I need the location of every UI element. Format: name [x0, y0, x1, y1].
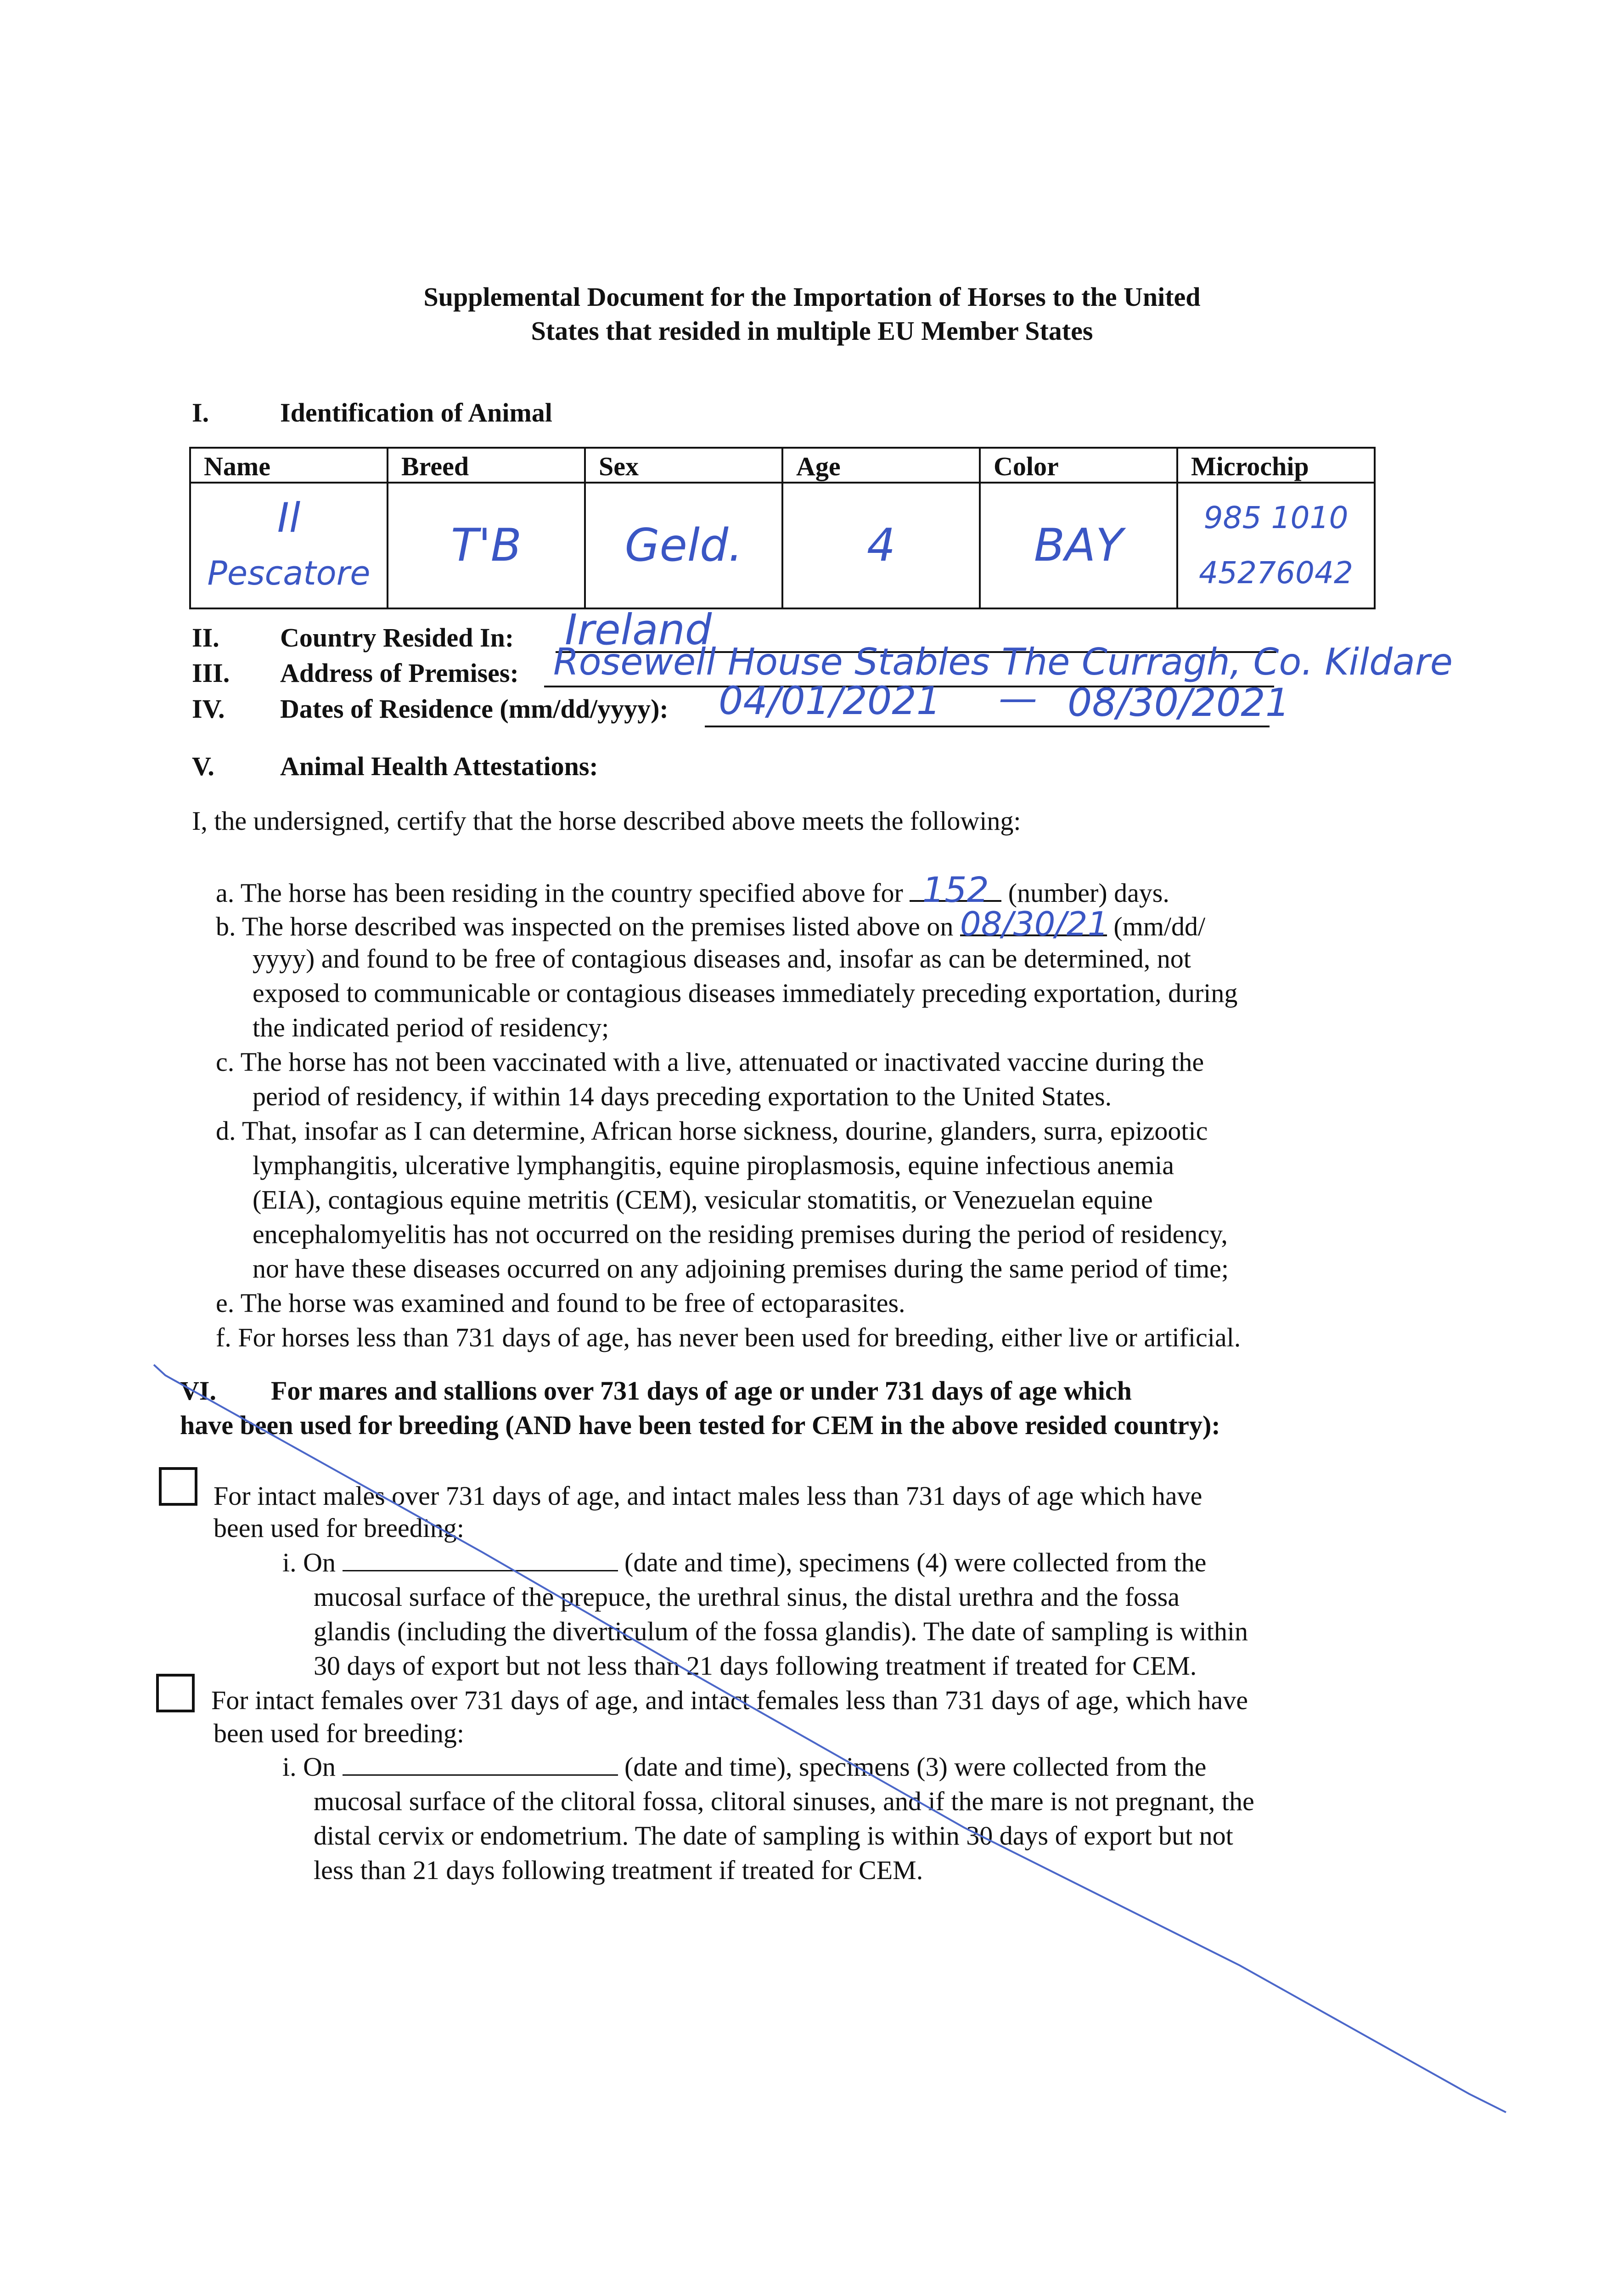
section-1-label: Identification of Animal	[280, 398, 552, 428]
males-on-text: i. On	[282, 1548, 336, 1577]
section-6-line-1: For mares and stallions over 731 days of age or under 731 days of age which	[271, 1376, 1132, 1406]
strike-through-path	[154, 1365, 1506, 2112]
females-sub-i-line-4: less than 21 days following treatment if treated for CEM.	[314, 1855, 923, 1885]
item-b-suffix: (mm/dd/	[1113, 912, 1206, 941]
country-value: Ireland	[565, 605, 712, 654]
cell-color[interactable]: BAY	[980, 483, 1177, 608]
item-f: f. For horses less than 731 days of age, has never been used for breeding, either live or artificial.	[216, 1322, 1241, 1352]
certify-statement: I, the undersigned, certify that the horse described above meets the following:	[192, 806, 1021, 836]
section-3-number: III.	[192, 658, 230, 688]
inspection-date-value: 08/30/21	[960, 905, 1109, 943]
header-microchip: Microchip	[1177, 448, 1375, 483]
females-sub-i-line-3: distal cervix or endometrium. The date of sampling is within 30 days of export but not	[314, 1821, 1233, 1851]
item-a-text: a. The horse has been residing in the country specified above for	[216, 878, 903, 908]
item-b-line-4: the indicated period of residency;	[253, 1013, 609, 1042]
name-line-1: Il	[277, 494, 301, 541]
section-4-number: IV.	[192, 694, 225, 724]
section-3-label: Address of Premises:	[280, 658, 519, 688]
section-2-label: Country Resided In:	[280, 623, 514, 653]
header-color: Color	[980, 448, 1177, 483]
item-d-line-2: lymphangitis, ulcerative lymphangitis, equine piroplasmosis, equine infectious anemia	[253, 1150, 1174, 1180]
item-d-line-1: d. That, insofar as I can determine, African horse sickness, dourine, glanders, surra, epizootic	[216, 1116, 1208, 1146]
cell-breed[interactable]: T'B	[388, 483, 585, 608]
item-d-line-5: nor have these diseases occurred on any adjoining premises during the same period of time;	[253, 1254, 1229, 1283]
females-on-text: i. On	[282, 1752, 336, 1782]
females-sub-i-line-2: mucosal surface of the clitoral fossa, clitoral sinuses, and if the mare is not pregnant, the	[314, 1786, 1254, 1816]
section-6-number: VI.	[180, 1376, 216, 1406]
microchip-line-1: 985 1010	[1203, 500, 1349, 535]
header-breed: Breed	[388, 448, 585, 483]
cell-sex[interactable]: Geld.	[585, 483, 782, 608]
females-line-2: been used for breeding:	[214, 1718, 464, 1748]
cell-age[interactable]: 4	[782, 483, 980, 608]
date-from-value: 04/01/2021	[719, 678, 941, 723]
item-a-suffix: (number) days.	[1008, 878, 1169, 908]
item-d-line-3: (EIA), contagious equine metritis (CEM), vesicular stomatitis, or Venezuelan equine	[253, 1185, 1153, 1215]
males-sub-i-text: (date and time), specimens (4) were collected from the	[624, 1548, 1207, 1577]
address-value: Rosewell House Stables The Curragh, Co. Kildare	[553, 641, 1453, 683]
header-sex: Sex	[585, 448, 782, 483]
males-sub-i-line-4: 30 days of export but not less than 21 days following treatment if treated for CEM.	[314, 1651, 1197, 1681]
item-e: e. The horse was examined and found to be free of ectoparasites.	[216, 1288, 905, 1318]
section-2-number: II.	[192, 623, 219, 653]
title-line-2: States that resided in multiple EU Member States	[531, 316, 1093, 346]
item-b-line-3: exposed to communicable or contagious diseases immediately preceding exportation, during	[253, 978, 1238, 1008]
section-5-number: V.	[192, 751, 214, 781]
item-d-line-4: encephalomyelitis has not occurred on the residing premises during the period of residency,	[253, 1219, 1228, 1249]
header-age: Age	[782, 448, 980, 483]
section-5-label: Animal Health Attestations:	[280, 751, 598, 781]
section-1-number: I.	[192, 398, 209, 428]
section-6-line-2: have been used for breeding (AND have been tested for CEM in the above resided country):	[180, 1410, 1220, 1440]
item-c-line-1: c. The horse has not been vaccinated with a live, attenuated or inactivated vaccine during the	[216, 1047, 1204, 1077]
section-4-label: Dates of Residence (mm/dd/yyyy):	[280, 694, 669, 724]
males-sub-i-line-2: mucosal surface of the prepuce, the urethral sinus, the distal urethra and the fossa	[314, 1582, 1180, 1612]
title-line-1: Supplemental Document for the Importation of Horses to the United	[423, 282, 1201, 312]
males-line-2: been used for breeding:	[214, 1513, 464, 1543]
date-dash: —	[999, 675, 1037, 720]
days-value: 152	[922, 869, 989, 910]
name-line-2: Pescatore	[207, 554, 371, 592]
males-line-1: For intact males over 731 days of age, and intact males less than 731 days of age which have	[214, 1481, 1203, 1511]
males-sub-i-line-3: glandis (including the diverticulum of the fossa glandis). The date of sampling is within	[314, 1616, 1248, 1646]
microchip-line-2: 45276042	[1199, 555, 1353, 591]
item-b-text: b. The horse described was inspected on the premises listed above on	[216, 912, 954, 941]
item-c-line-2: period of residency, if within 14 days preceding exportation to the United States.	[253, 1081, 1112, 1111]
header-name: Name	[190, 448, 388, 483]
females-line-1: For intact females over 731 days of age, and intact females less than 731 days of age, which have	[211, 1685, 1248, 1715]
females-sub-i-text: (date and time), specimens (3) were collected from the	[624, 1752, 1207, 1782]
item-b-line-2: yyyy) and found to be free of contagious diseases and, insofar as can be determined, not	[253, 944, 1191, 974]
date-to-value: 08/30/2021	[1068, 680, 1290, 725]
